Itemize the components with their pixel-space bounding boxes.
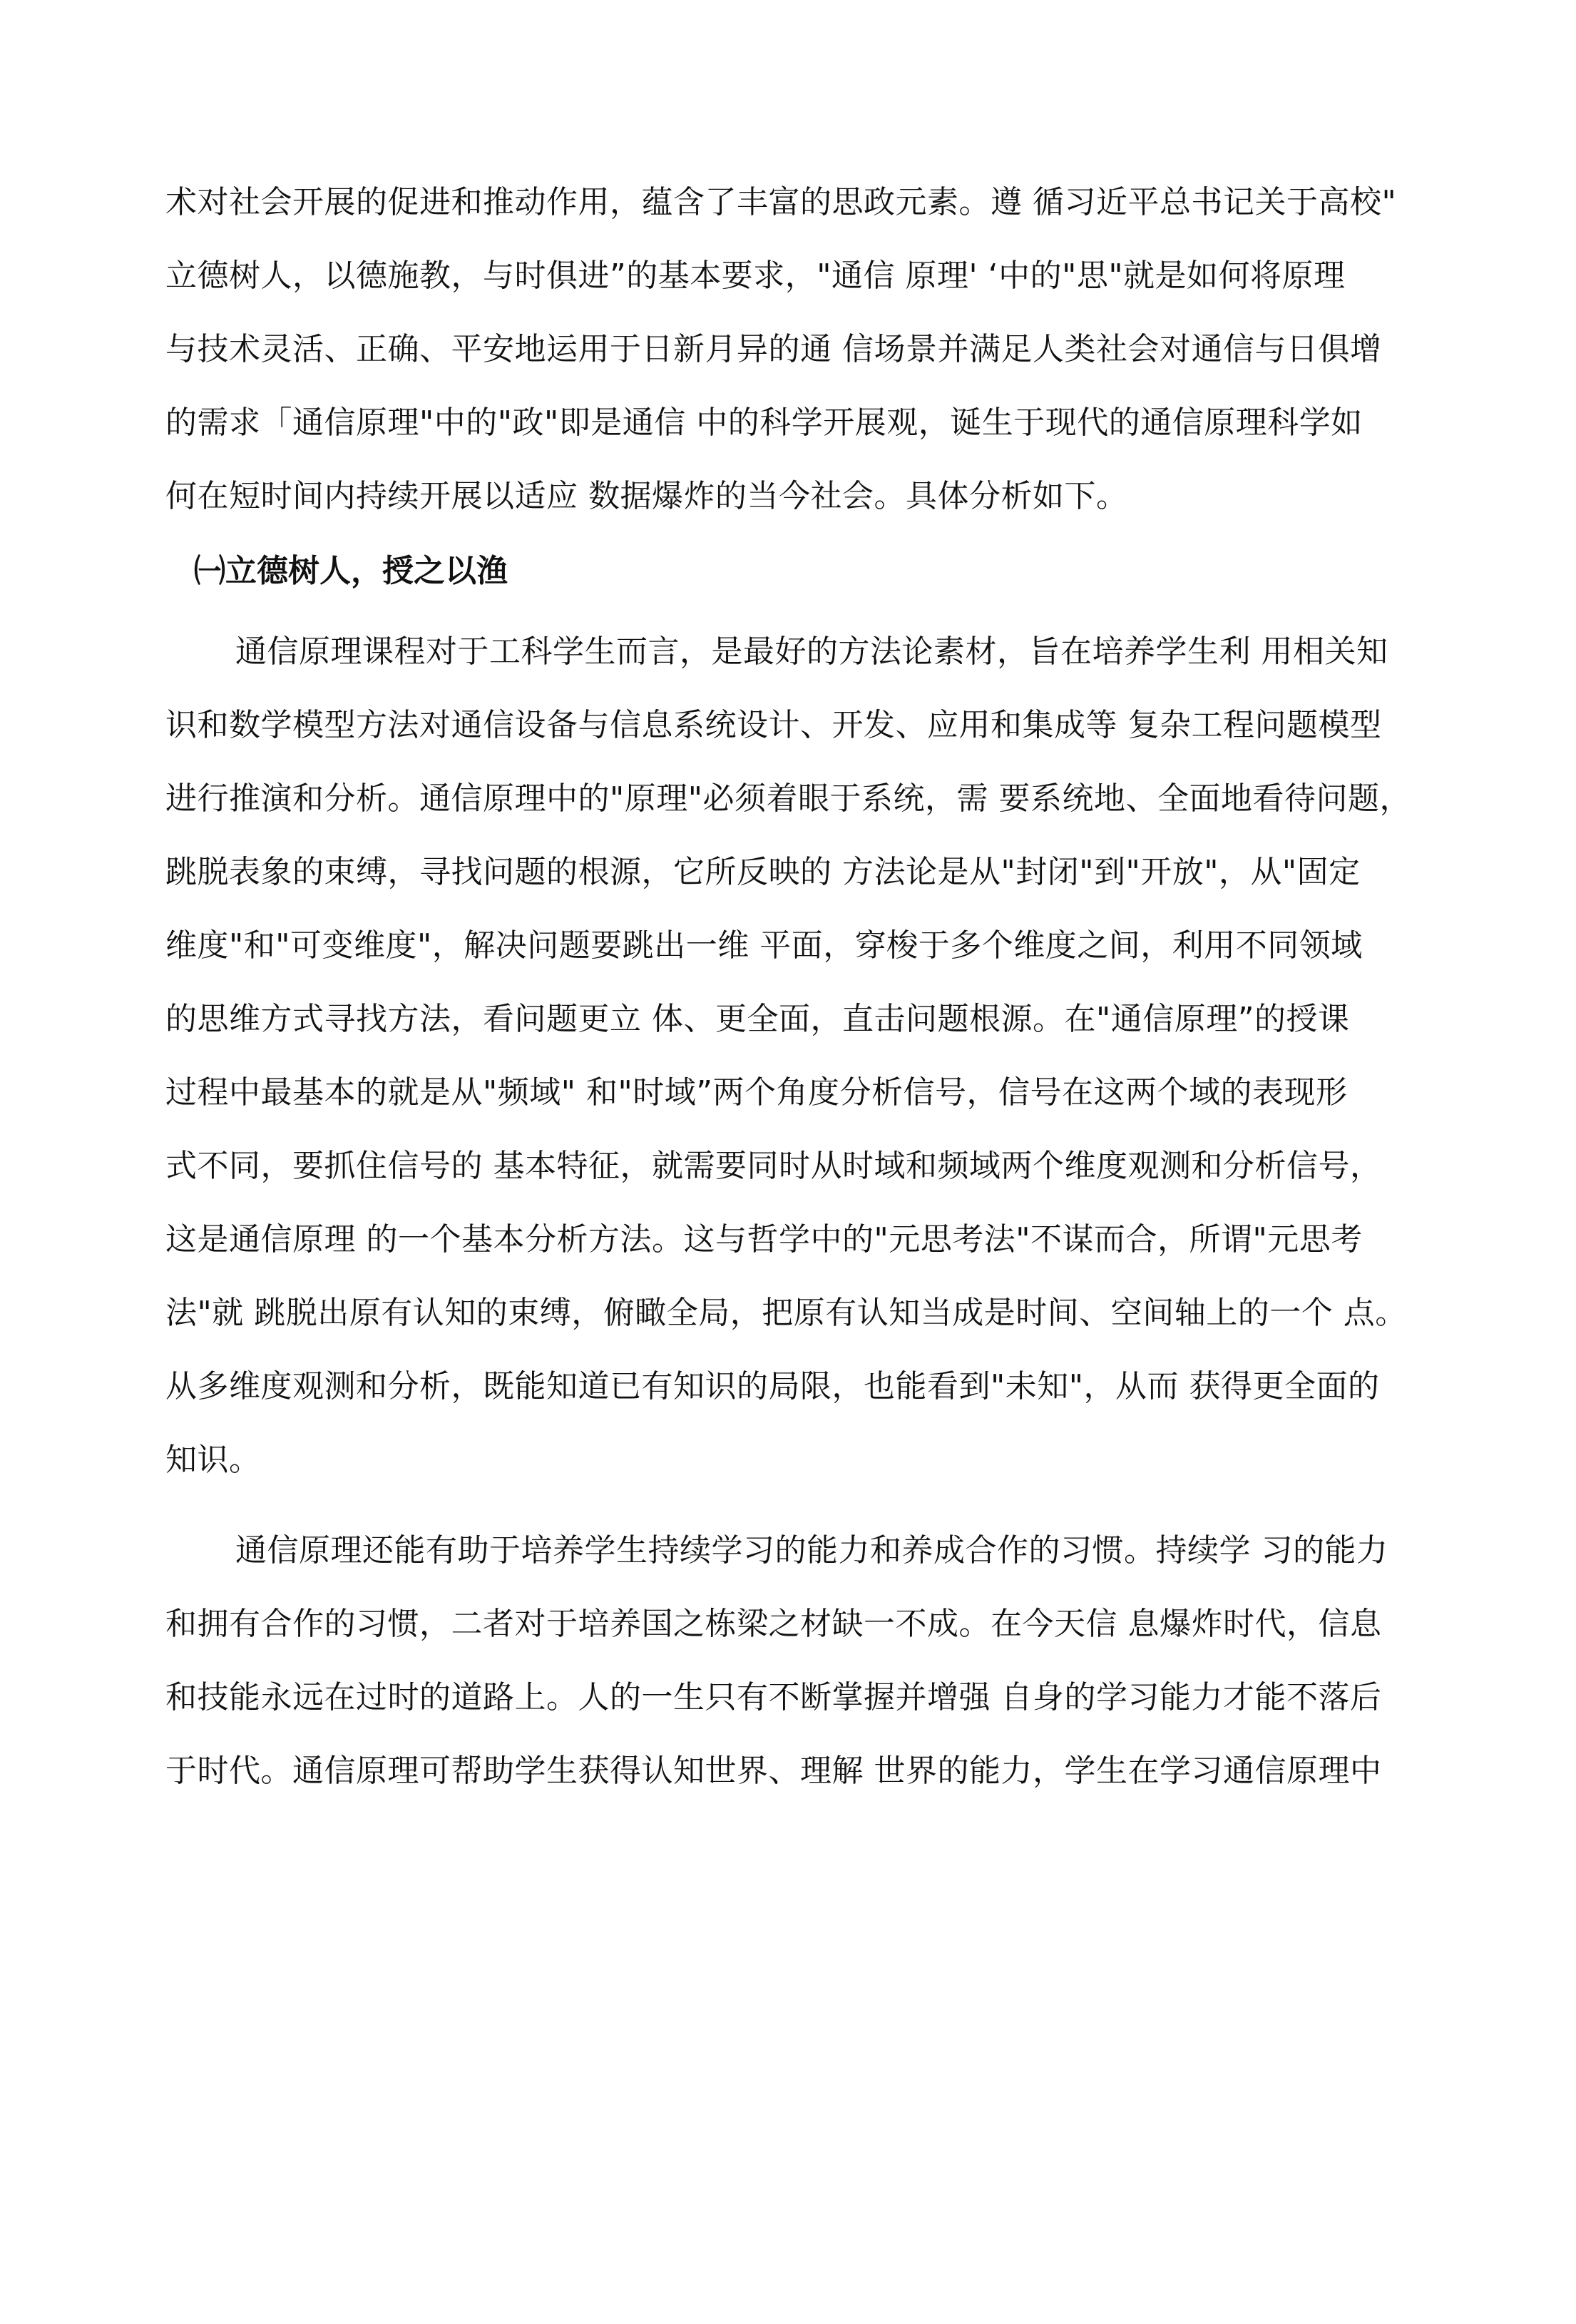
paragraph-2-line: 通信原理课程对于工科学生而言，是最好的方法论素材，旨在培养学生利 用相关知 (235, 633, 1388, 670)
paragraph-2-line: 进行推演和分析。通信原理中的"原理"必须着眼于系统，需 要系统地、全面地看待问题， (165, 780, 1411, 817)
paragraph-3 (165, 1514, 1442, 1808)
section-heading: ㈠立德树人，授之以渔 (194, 553, 508, 589)
paragraph-3-line: 和拥有合作的习惯，二者对于培养国之栋梁之材缺一不成。在今天信 息爆炸时代，信息 (165, 1606, 1382, 1642)
paragraph-3-line: 通信原理还能有助于培养学生持续学习的能力和养成合作的习惯。持续学 习的能力 (235, 1532, 1388, 1569)
paragraph-1-line: 与技术灵活、正确、平安地运用于日新月异的通 信场景并满足人类社会对通信与日俱增 (165, 331, 1382, 367)
paragraph-1-line: 立德树人，以德施教，与时俱进”的基本要求，"通信 原理' ‘中的"思"就是如何将原理 (165, 258, 1346, 294)
paragraph-1-line: 术对社会开展的促进和推动作用，蕴含了丰富的思政元素。遵 循习近平总书记关于高校" (165, 184, 1397, 220)
paragraph-1-line: 何在短时间内持续开展以适应 数据爆炸的当今社会。具体分析如下。 (165, 478, 1128, 514)
paragraph-1-line: 的需求「通信原理"中的"政"即是通信 中的科学开展观，诞生于现代的通信原理科学如 (165, 404, 1363, 441)
paragraph-2-line: 知识。 (165, 1442, 261, 1478)
document-page (165, 165, 1442, 1808)
paragraph-2-line: 跳脱表象的束缚，寻找问题的根源，它所反映的 方法论是从"封闭"到"开放"，从"固定 (165, 854, 1361, 890)
paragraph-3-line: 于时代。通信原理可帮助学生获得认知世界、理解 世界的能力，学生在学习通信原理中 (165, 1753, 1382, 1789)
paragraph-3-line: 和技能永远在过时的道路上。人的一生只有不断掌握并增强 自身的学习能力才能不落后 (165, 1679, 1382, 1716)
paragraph-2-line: 式不同，要抓住信号的 基本特征，就需要同时从时域和频域两个维度观测和分析信号， (165, 1148, 1382, 1184)
paragraph-2 (165, 615, 1442, 1497)
paragraph-2-line: 从多维度观测和分析，既能知道已有知识的局限，也能看到"未知"，从而 获得更全面的 (165, 1368, 1380, 1405)
paragraph-1 (165, 165, 1442, 533)
paragraph-2-line: 识和数学模型方法对通信设备与信息系统设计、开发、应用和集成等 复杂工程问题模型 (165, 707, 1382, 743)
paragraph-2-line: 维度"和"可变维度"，解决问题要跳出一维 平面，穿梭于多个维度之间，利用不同领域 (165, 927, 1363, 964)
paragraph-2-line: 法"就 跳脱出原有认知的束缚，俯瞰全局，把原有认知当成是时间、空间轴上的一个 点。 (165, 1295, 1407, 1331)
paragraph-2-line: 这是通信原理 的一个基本分析方法。这与哲学中的"元思考法"不谋而合，所谓"元思考 (165, 1221, 1363, 1258)
paragraph-2-line: 的思维方式寻找方法，看问题更立 体、更全面，直击问题根源。在"通信原理”的授课 (165, 1001, 1350, 1037)
paragraph-2-line: 过程中最基本的就是从"频域" 和"时域”两个角度分析信号，信号在这两个域的表现形 (165, 1074, 1348, 1111)
